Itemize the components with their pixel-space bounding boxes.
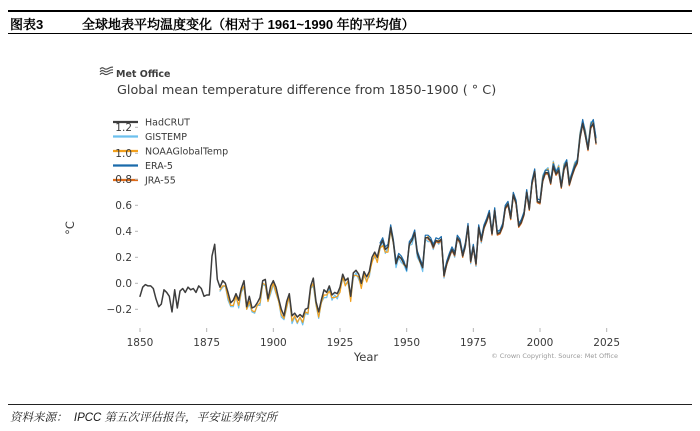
met-office-waves-icon bbox=[100, 67, 113, 69]
y-tick-label: 0.2 bbox=[115, 252, 132, 265]
y-tick-label: −0.2 bbox=[106, 304, 132, 317]
x-tick-label: 1950 bbox=[393, 337, 421, 349]
legend-label: NOAAGlobalTemp bbox=[145, 146, 229, 158]
x-tick-label: 1900 bbox=[259, 337, 287, 349]
series-line-NOAAGlobalTemp bbox=[220, 122, 596, 322]
legend-label: ERA-5 bbox=[145, 161, 173, 172]
header-bottom-rule bbox=[8, 33, 692, 34]
x-tick-label: 2025 bbox=[593, 337, 620, 349]
figure-label: 图表3 bbox=[10, 17, 44, 32]
y-tick-label: 1.2 bbox=[115, 122, 132, 135]
y-tick-label: 0.6 bbox=[115, 200, 132, 213]
y-tick-label: 0.4 bbox=[115, 226, 132, 239]
legend-label: HadCRUT bbox=[145, 117, 190, 129]
x-tick-label: 1975 bbox=[459, 337, 487, 349]
y-tick-label: 0.0 bbox=[115, 278, 132, 291]
legend-label: JRA-55 bbox=[145, 175, 176, 187]
copyright-note: © Crown Copyright. Source: Met Office bbox=[491, 352, 618, 360]
y-tick-label: 0.8 bbox=[115, 174, 132, 187]
legend-label: GISTEMP bbox=[145, 132, 187, 143]
x-tick-label: 2000 bbox=[526, 337, 554, 349]
figure-title: 全球地表平均温度变化（相对于 1961~1990 年的平均值） bbox=[82, 17, 415, 32]
temperature-anomaly-line-chart bbox=[60, 58, 620, 378]
x-tick-label: 1925 bbox=[326, 337, 354, 349]
series-line-ERA-5 bbox=[380, 120, 596, 273]
x-tick-label: 1875 bbox=[193, 337, 221, 349]
source-note: 资料来源： IPCC 第五次评估报告，平安证券研究所 bbox=[10, 412, 278, 424]
header-top-rule bbox=[8, 10, 692, 12]
footer-rule bbox=[8, 404, 692, 405]
x-tick-label: 1850 bbox=[126, 337, 154, 349]
met-office-logo-text: Met Office bbox=[116, 69, 171, 80]
chart-title: Global mean temperature difference from 1850-1900 ( ° C) bbox=[117, 83, 497, 98]
y-axis-label: °C bbox=[63, 221, 77, 235]
met-office-waves-icon bbox=[100, 73, 113, 75]
y-tick-label: 1.0 bbox=[115, 148, 132, 161]
temperature-chart-container bbox=[60, 58, 620, 378]
figure-header bbox=[10, 14, 690, 33]
met-office-waves-icon bbox=[100, 70, 113, 72]
x-axis-label: Year bbox=[353, 350, 379, 364]
